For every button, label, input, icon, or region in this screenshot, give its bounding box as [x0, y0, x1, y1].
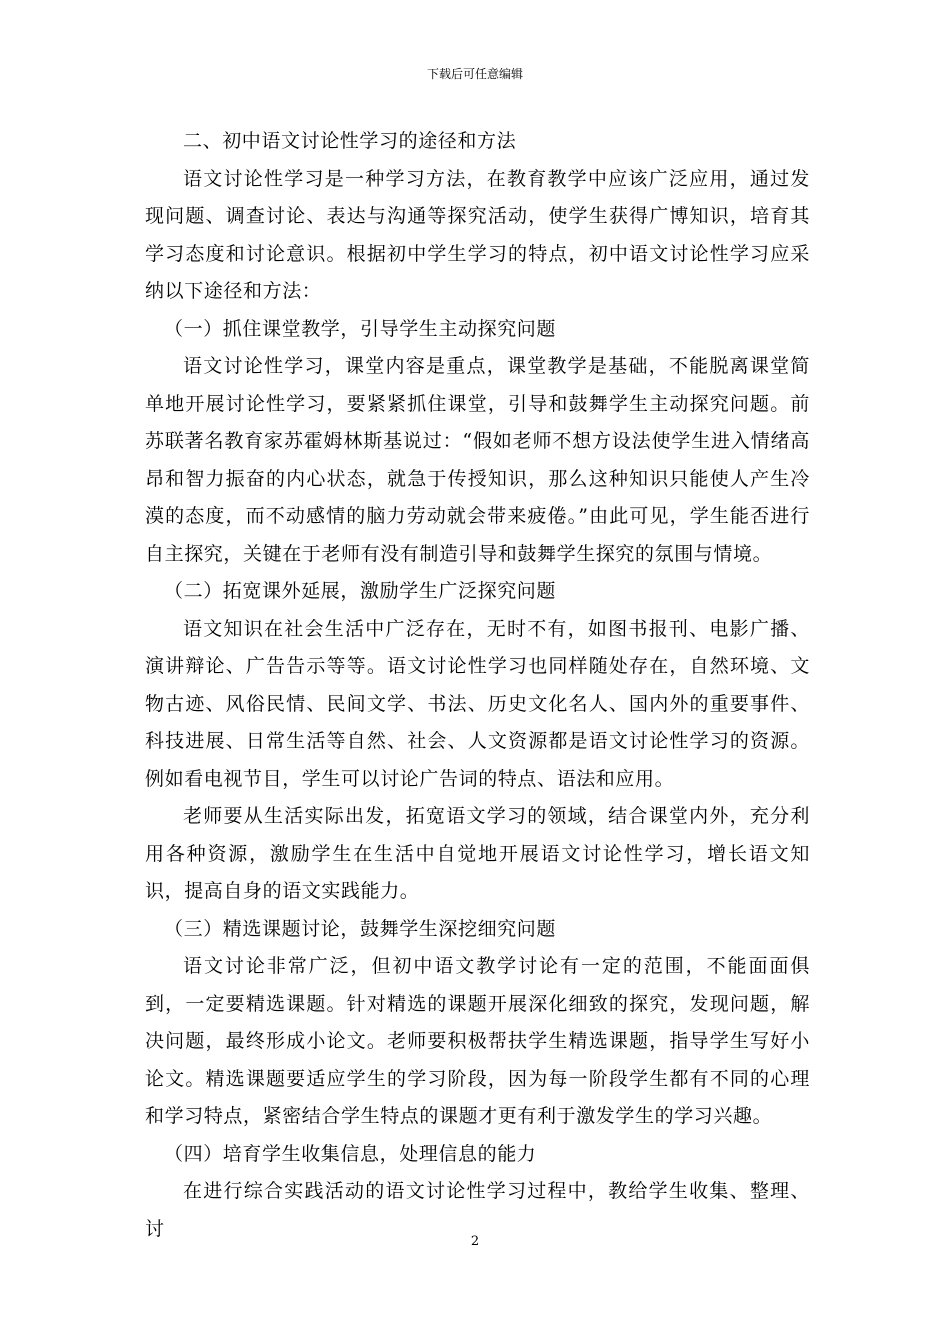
subsection-4-paragraph-1: 在进行综合实践活动的语文讨论性学习过程中，教给学生收集、整理、讨 — [145, 1180, 810, 1240]
subsection-2-paragraph-1: 语文知识在社会生活中广泛存在，无时不有，如图书报刊、电影广播、演讲辩论、广告告示等等。语文讨论性学习也同样随处存在，自然环境、文物古迹、风俗民情、民间文学、书法、历史文化名人、国内外的重要事件、科技进展、日常生活等自然、社会、人文资源都是语文讨论性学习的资源。例如看电视节目，学生可以讨论广告词的特点、语法和应用。 — [145, 617, 810, 790]
subsection-3-paragraph-1: 语文讨论非常广泛，但初中语文教学讨论有一定的范围，不能面面俱到，一定要精选课题。针对精选的课题开展深化细致的探究，发现问题，解决问题，最终形成小论文。老师要积极帮扶学生精选课题，指导学生写好小论文。精选课题要适应学生的学习阶段，因为每一阶段学生都有不同的心理和学习特点，紧密结合学生特点的课题才更有利于激发学生的学习兴趣。 — [145, 955, 810, 1127]
page-header: 下载后可任意编辑 — [426, 67, 523, 81]
subsection-1-paragraph-1: 语文讨论性学习，课堂内容是重点，课堂教学是基础，不能脱离课堂简单地开展讨论性学习，要紧紧抓住课堂，引导和鼓舞学生主动探究问题。前苏联著名教育家苏霍姆林斯基说过：“假如老师不想方设法使学生进入情绪高昂和智力振奋的内心状态，就急于传授知识，那么这种知识只能使人产生冷漠的态度，而不动感情的脑力劳动就会带来疲倦。”由此可见，学生能否进行自主探究，关键在于老师有没有制造引导和鼓舞学生探究的氛围与情境。 — [145, 355, 810, 565]
intro-paragraph: 语文讨论性学习是一种学习方法，在教育教学中应该广泛应用，通过发现问题、调查讨论、表达与沟通等探究活动，使学生获得广博知识，培育其学习态度和讨论意识。根据初中学生学习的特点，初中语文讨论性学习应采纳以下途径和方法： — [145, 167, 810, 302]
document-body — [145, 123, 810, 1248]
section-title: 二、初中语文讨论性学习的途径和方法 — [183, 130, 517, 152]
subsection-title-2: （二）拓宽课外延展，激励学生广泛探究问题 — [164, 580, 557, 602]
subsection-title-4: （四）培育学生收集信息，处理信息的能力 — [164, 1142, 537, 1165]
page-number: 2 — [470, 1234, 480, 1249]
subsection-2-paragraph-2: 老师要从生活实际出发，拓宽语文学习的领域，结合课堂内外，充分利用各种资源，激励学生在生活中自觉地开展语文讨论性学习，增长语文知识，提高自身的语文实践能力。 — [145, 805, 810, 902]
subsection-title-3: （三）精选课题讨论，鼓舞学生深挖细究问题 — [164, 917, 557, 940]
subsection-title-1: （一）抓住课堂教学，引导学生主动探究问题 — [164, 317, 557, 340]
